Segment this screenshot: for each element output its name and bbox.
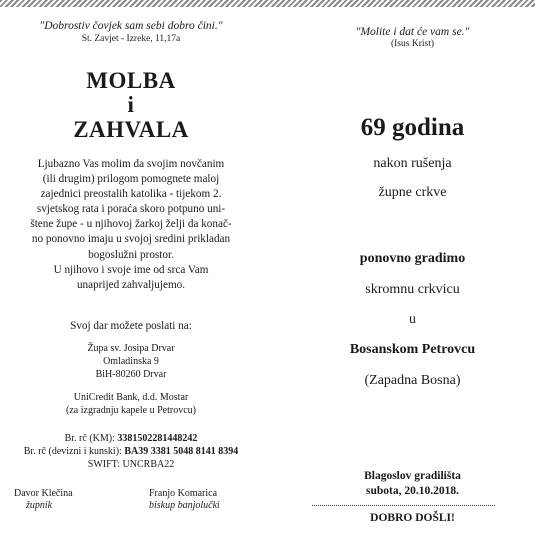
signature-role: župnik — [26, 500, 53, 511]
left-quote: "Dobrostiv čovjek sam sebi dobro čini." — [39, 20, 223, 32]
signature-bishop — [149, 488, 220, 512]
request-line: Ljubazno Vas molim da svojim novčanim — [37, 158, 225, 170]
left-panel — [0, 7, 262, 538]
signature-role: biskup banjolučki — [149, 500, 220, 511]
signature-name: Franjo Komarica — [149, 488, 218, 499]
welcome-text: DOBRO DOŠLI! — [370, 512, 455, 524]
right-quote-source: (Isus Krist) — [390, 39, 434, 49]
left-quote-source: St. Zavjet - Izreke, 11,17a — [81, 34, 181, 44]
region-name: (Zapadna Bosna) — [364, 373, 461, 388]
bank-info — [0, 391, 262, 417]
dotted-divider — [312, 505, 495, 506]
heading-zahvala: ZAHVALA — [73, 117, 189, 142]
years-heading: 69 godina — [360, 114, 465, 141]
send-label: Svoj dar možete poslati na: — [70, 320, 192, 332]
swift-code: SWIFT: UNCRBA22 — [87, 459, 175, 471]
signature-name: Davor Klečina — [14, 488, 73, 499]
request-line: U njihovo i svoje ime od srca Vam — [53, 263, 209, 276]
request-line: unaprijed zahvaljujemo. — [76, 278, 186, 291]
line-skromnu-crkvicu: skromnu crkvicu — [365, 282, 460, 297]
account-km-line — [0, 432, 262, 445]
address-line: Župa sv. Josipa Drvar — [87, 343, 175, 354]
account-km-number: 3381502281448242 — [117, 433, 198, 444]
bank-purpose: (za izgradnju kapele u Petrovcu) — [66, 405, 196, 417]
rebuild-line: ponovno gradimo — [359, 251, 466, 266]
account-foreign-label: Br. rč (devizni i kunski): — [23, 446, 125, 458]
request-line: svjetskog rata i poraća skoro potpuno uni- — [36, 203, 226, 216]
request-text — [0, 157, 262, 293]
request-line: zajednici preostalih katolika - tijekom 2. — [40, 188, 222, 201]
heading-molba: MOLBA — [86, 68, 176, 93]
decorative-border — [0, 0, 535, 7]
heading-i: i — [127, 92, 135, 117]
address-line: Omladinska 9 — [103, 356, 159, 368]
request-line: no ponovno imaju u svojoj sredini prikladan — [31, 233, 231, 246]
blessing-label: Blagoslov gradilišta — [364, 470, 461, 482]
right-quote: "Molite i dat će vam se." — [355, 26, 470, 38]
line-nakon-rusenja: nakon rušenja — [373, 156, 452, 171]
bank-name: UniCredit Bank, d.d. Mostar — [73, 392, 189, 403]
signature-parish-priest — [14, 488, 73, 512]
blessing-date: subota, 20.10.2018. — [366, 485, 459, 497]
request-line: štene župe - u njihovoj žarkoj želji da konač- — [30, 218, 232, 231]
request-line: bogoslužni prostor. — [88, 248, 174, 261]
account-foreign-line — [0, 445, 262, 458]
line-zupne-crkve: župne crkve — [378, 185, 447, 200]
address-line: BiH-80260 Drvar — [95, 369, 167, 381]
line-u: u — [409, 312, 416, 327]
right-panel — [290, 7, 535, 538]
place-name: Bosanskom Petrovcu — [349, 342, 476, 357]
account-foreign-iban: BA39 3381 5048 8141 8394 — [124, 446, 239, 458]
account-info — [0, 432, 262, 472]
request-line: (ili drugim) prilogom pomognete maloj — [42, 173, 220, 186]
postal-address — [0, 342, 262, 382]
account-km-label: Br. rč (KM): — [64, 433, 118, 444]
